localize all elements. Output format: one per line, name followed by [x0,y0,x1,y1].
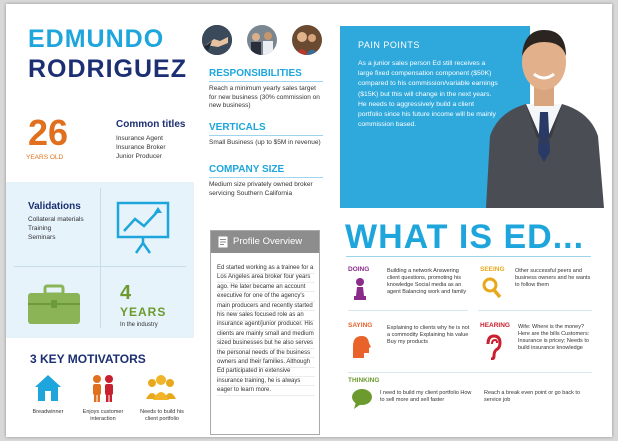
motivator-label: Needs to build his client portfolio [140,409,184,422]
saying-label: SAYING [348,322,373,329]
handshake-icon [202,25,232,55]
experience-word: YEARS [120,305,167,319]
meeting-icon [247,25,277,55]
left-column [6,4,194,437]
pain-points-heading: PAIN POINTS [358,40,420,50]
responsibilities-heading: RESPONSIBILITIES [209,68,302,79]
key-motivators-heading: 3 KEY MOTIVATORS [30,352,146,366]
document-icon [218,236,228,248]
people-icon [88,373,118,403]
thinking-text-2: Reach a break even point or go back to service job [484,390,581,403]
profile-overview-panel [210,230,320,435]
divider [348,372,592,373]
divider [209,177,323,178]
hearing-text: Wife: Where is the money? Here are the bills Customers: Insurance is pricey; Needs to build insurance knowledge [518,324,590,351]
briefcase-icon [26,284,82,326]
divider [478,310,592,311]
first-name: EDMUNDO [28,25,165,53]
profile-overview-title: Profile Overview [233,236,303,247]
list-item: Training [28,225,52,232]
list-item: Insurance Broker [116,144,166,151]
age-number: 26 [28,112,69,153]
divider [100,188,101,328]
group-icon [144,373,178,403]
persona-name [28,24,187,84]
chess-pawn-icon [352,277,368,301]
thinking-text-1: I need to build my client portfolio How to sell more and sell faster [380,390,472,403]
company-size-heading: COMPANY SIZE [209,164,285,175]
speaking-head-icon [350,334,372,360]
list-item: Collateral materials [28,216,84,223]
doing-label: DOING [348,266,370,273]
pain-points-text: As a junior sales person Ed still receives a large fixed compensation component ($50K) compared to his commission/variable earnings ($15K) but this will change in the next years. He needs to aggressively build a client portfolio since his future income will be mainly commission based. [358,60,498,129]
experience-number: 4 [120,282,132,304]
divider [209,81,323,82]
age-label: YEARS OLD [26,154,64,161]
company-size-text: Medium size privately owned broker servicing Southern California [209,181,313,197]
ear-icon [484,334,502,360]
motivator-label: Breadwinner [32,409,64,415]
magnifier-icon [482,277,502,299]
hearing-label: HEARING [480,322,510,329]
verticals-text: Small Business (up to $5M in revenue) [209,139,321,146]
presentation-board-icon [108,199,178,257]
thought-bubble-icon [351,388,373,410]
responsibilities-text: Reach a minimum yearly sales target for new business (30% commission on new business) [209,85,320,109]
validations-heading: Validations [28,201,81,212]
thinking-label: THINKING [348,377,380,384]
seeing-label: SEEING [480,266,505,273]
divider [348,310,468,311]
divider [209,135,323,136]
common-titles-list [116,134,166,161]
saying-text: Explaining to clients why he is not a commodity Explaining his value Buy my products [387,325,470,345]
doing-text: Building a network Answering client questions, promoting his knowledge Social media as an agent Balancing work and family [387,268,467,295]
list-item: Junior Producer [116,153,162,160]
profile-overview-header [211,231,319,253]
list-item: Insurance Agent [116,135,163,142]
verticals-heading: VERTICALS [209,122,266,133]
common-titles-heading: Common titles [116,119,186,130]
last-name: RODRIGUEZ [28,55,187,83]
handshake-photo [202,25,232,55]
what-is-ed-heading: WHAT IS ED... [345,218,585,256]
motivator-label: Enjoys customer interaction [82,409,124,422]
family-photo [292,25,322,55]
experience-sub: In the industry [120,322,158,328]
seeing-text: Other successful peers and business owners and he wants to follow them [515,268,591,288]
list-item: Seminars [28,234,56,241]
house-icon [34,373,62,403]
family-icon [292,25,322,55]
businessman-photo [476,16,612,208]
profile-overview-text: Ed started working as a trainee for a Los Angeles area broker four years ago. He later became an account executive for one of the agency's main producers and recently started his new sales focused role as an insurance agent/junior producer. His clients are mainly small and medium sized businesses but he also serves the personal needs of the business owners and their families. Although Ed participated in extensive insurance training, he is always eager to learn more. [217,264,315,396]
meeting-photo [247,25,277,55]
divider [346,256,591,257]
divider [14,266,186,267]
persona-sheet [6,4,612,437]
validations-list [28,215,84,242]
